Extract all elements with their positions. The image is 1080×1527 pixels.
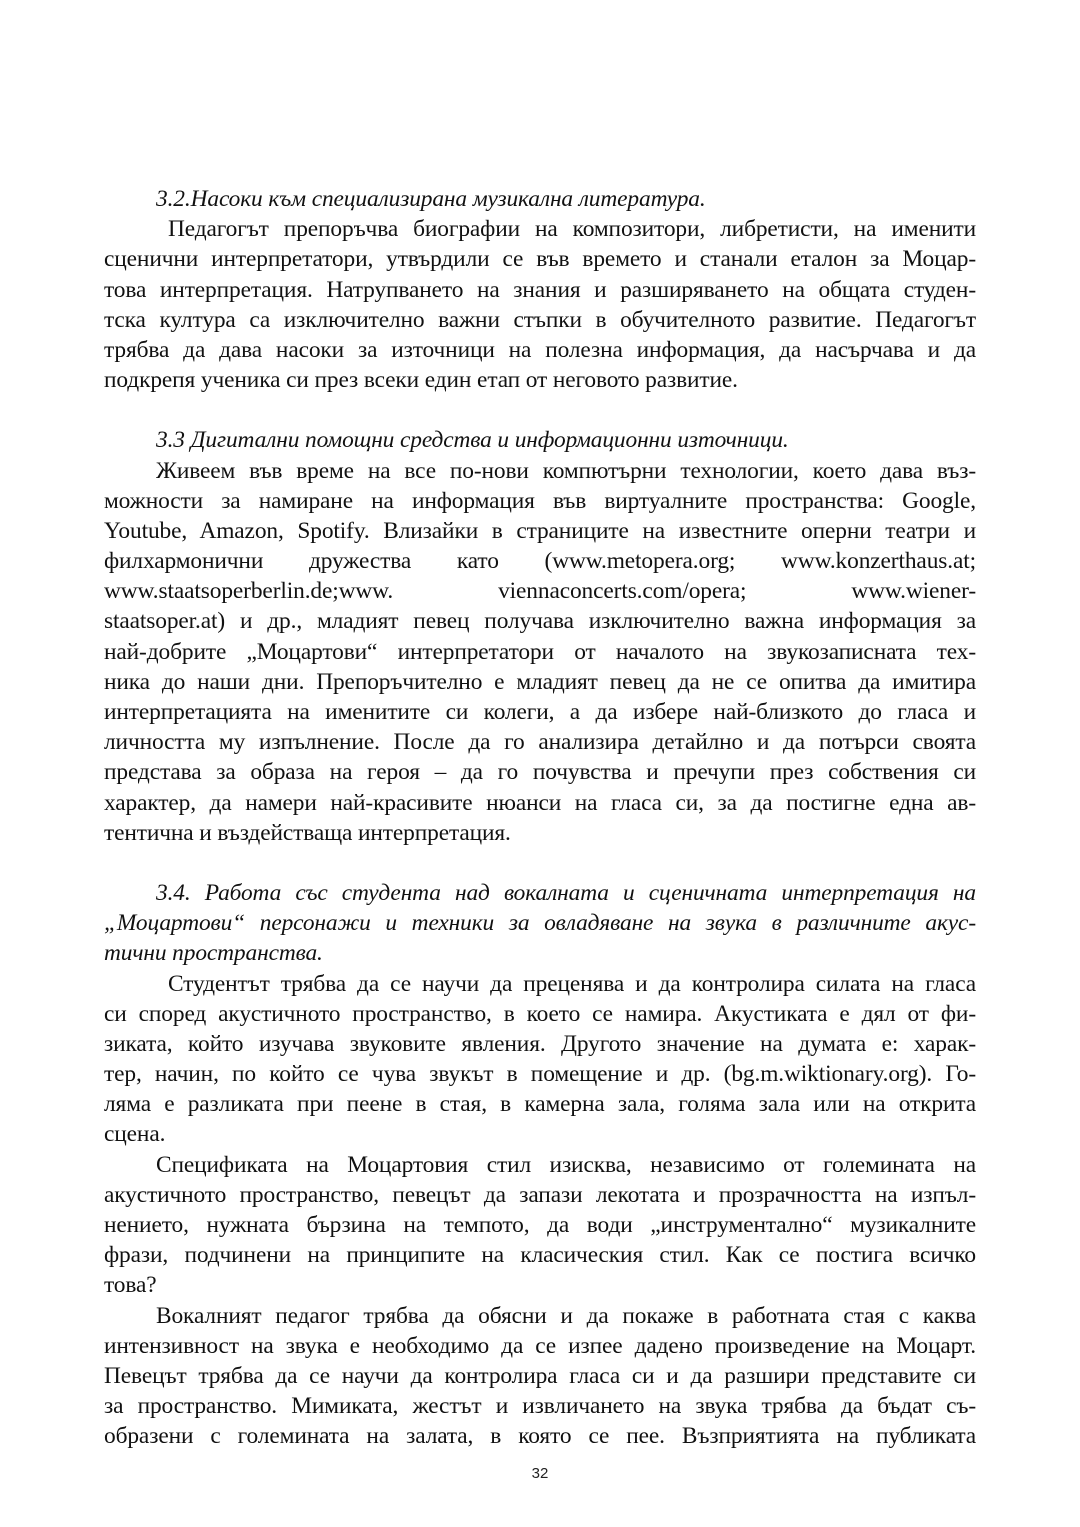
text-line: най-добрите „Моцартови“ интерпретатори от началото на звукозаписната тех- [104, 638, 976, 665]
text-line: подкрепя ученика си през всеки един етап от неговото развитие. [104, 367, 738, 394]
section-heading-line: тични пространства. [104, 940, 323, 967]
paragraph [104, 456, 976, 848]
text-line: интензивност на звука е необходимо да се изпее дадено произведение на Моцарт. [104, 1332, 976, 1359]
section-3-4 [104, 878, 976, 1452]
text-line: акустичното пространство, певецът да запази лекотата и прозрачността на изпъл- [104, 1181, 976, 1208]
section-3-2 [104, 184, 976, 395]
document-page [104, 184, 976, 1452]
text-line: тентична и въздействаща интерпретация. [104, 819, 511, 846]
text-line: личността му изпълнение. После да го анализира детайлно и да потърси своята [104, 729, 976, 756]
text-line: staatsoper.at) и др., младият певец получава изключително важна информация за [104, 608, 976, 635]
page-number: 32 [531, 1465, 549, 1482]
section-heading-line: „Моцартови“ персонажи и техники за овладяване на звука в различните акус- [104, 910, 976, 937]
text-line: представа за образа на героя – да го почувства и пречупи през собствения си [104, 759, 976, 786]
text-line: ляма е разликата при пеене в стая, в камерна зала, голяма зала или на открита [104, 1091, 976, 1118]
section-heading: 3.2.Насоки към специализирана музикална литература. [156, 186, 706, 212]
section-3-3 [104, 425, 976, 848]
text-line: нението, нужната бързина на темпото, да води „инструментално“ музикалните [104, 1212, 976, 1238]
text-line: Youtube, Amazon, Spotify. Влизайки в страниците на известните оперни театри и [104, 517, 976, 544]
text-line: характер, да намери най-красивите нюанси на гласа си, за да постигне една ав- [104, 789, 976, 816]
text-line: сценични интерпретатори, утвърдили се във времето и станали еталон за Моцар- [104, 246, 976, 273]
text-line: Студентът трябва да се научи да преценява и да контролира силата на гласа [168, 970, 976, 997]
text-line: това? [104, 1272, 157, 1299]
text-line: можности за намиране на информация във виртуалните пространства: Google, [104, 487, 976, 514]
text-line: трябва да дава насоки за източници на полезна информация, да насърчава и да [104, 336, 976, 363]
section-gap [104, 848, 976, 878]
text-line: си според акустичното пространство, в което се намира. Акустиката е дял от фи- [104, 1000, 976, 1027]
paragraph [104, 214, 976, 395]
text-line: тер, начин, по който се чува звукът в помещение и др. (bg.m.wiktionary.org). Го- [104, 1061, 976, 1088]
paragraph [104, 1150, 976, 1301]
text-line: фрази, подчинени на принципите на класическия стил. Как се постига всичко [104, 1242, 976, 1269]
text-line: Вокалният педагог трябва да обясни и да покаже в работната стая с каква [156, 1302, 976, 1329]
section-gap [104, 395, 976, 425]
paragraph [104, 1301, 976, 1452]
text-line: зиката, който изучава звуковите явления. Другото значение на думата е: харак- [104, 1030, 976, 1057]
section-heading-line: 3.4. Работа със студента над вокалната и сценичната интерпретация на [156, 879, 976, 906]
text-line: Педагогът препоръчва биографии на композитори, либретисти, на именити [168, 216, 976, 243]
text-line: образени с големината на залата, в която се пее. Възприятията на публиката [104, 1423, 976, 1450]
text-line: ника до наши дни. Препоръчително е младият певец да не се опитва да имитира [104, 668, 976, 695]
text-line: за пространство. Мимиката, жестът и извличането на звука трябва да бъдат съ- [104, 1393, 976, 1420]
text-line: Спецификата на Моцартовия стил изисква, независимо от големината на [156, 1151, 976, 1178]
paragraph [104, 969, 976, 1150]
text-line: филхармонични дружества като (www.metopera.org; www.konzerthaus.at; [104, 548, 976, 575]
text-line: Певецът трябва да се научи да контролира гласа си и да разшири представите си [104, 1362, 976, 1389]
section-heading: 3.3 Дигитални помощни средства и информационни източници. [156, 427, 789, 454]
text-line: Живеем във време на все по-нови компютърни технологии, което дава въз- [156, 457, 976, 484]
text-line: тска култура са изключително важни стъпки в обучителното развитие. Педагогът [104, 306, 976, 333]
text-line: това интерпретация. Натрупването на знания и разширяването на общата студен- [104, 276, 976, 303]
text-line: www.staatsoperberlin.de;www. viennaconcerts.com/opera; www.wiener- [104, 578, 976, 605]
text-line: сцена. [104, 1121, 166, 1148]
text-line: интерпретацията на именитите си колеги, а да избере най-близкото до гласа и [104, 699, 976, 725]
